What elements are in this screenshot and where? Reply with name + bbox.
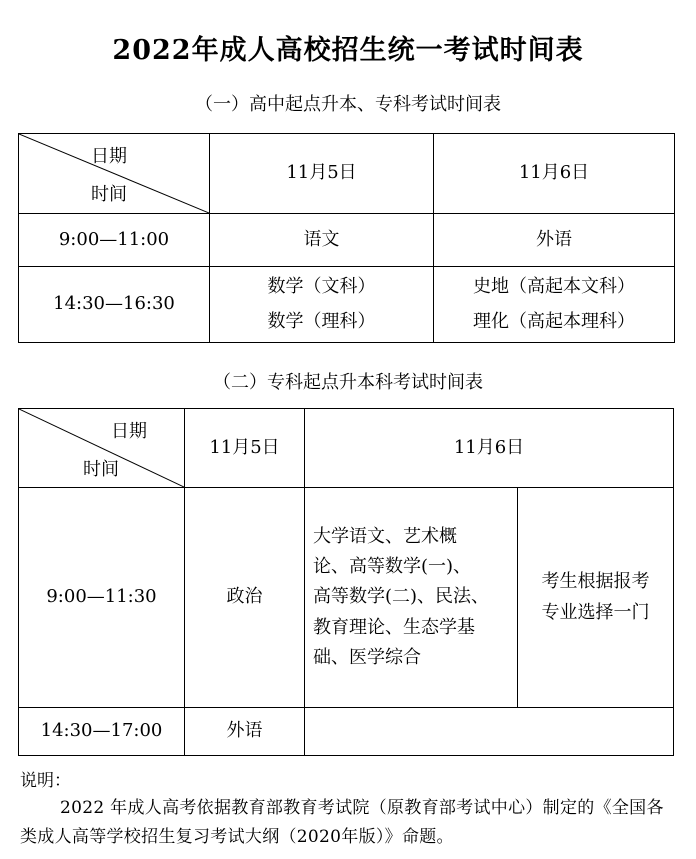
- subject-cell: [434, 267, 675, 343]
- day-header: 11月5日: [185, 409, 305, 488]
- corner-date-label: 日期: [111, 421, 147, 442]
- day-header: 11月5日: [210, 134, 434, 214]
- page-title: 2022年成人高校招生统一考试时间表: [112, 35, 584, 66]
- note-text: 2022 年成人高考依据教育部教育考试院（原教育部考试中心）制定的《全国各类成人高等学校招生复习考试大纲（2020年版）》命题。: [20, 798, 664, 847]
- schedule-table-1: [18, 133, 675, 343]
- subject-cell: [305, 488, 518, 708]
- corner-header: [19, 134, 210, 214]
- subject-line: 专业选择一门: [541, 601, 650, 623]
- subject-cell: 外语: [185, 708, 305, 756]
- subject-cell: [210, 267, 434, 343]
- note-label: 说明：: [20, 771, 71, 791]
- day-header: 11月6日: [305, 409, 674, 488]
- subject-cell: 外语: [434, 214, 675, 267]
- time-cell: 14:30—16:30: [19, 267, 210, 343]
- corner-time-label: 时间: [91, 184, 127, 205]
- corner-date-label: 日期: [91, 146, 127, 167]
- subject-line: 高等数学(二)、民法、: [313, 586, 490, 608]
- subject-line: 教育理论、生态学基: [313, 616, 475, 638]
- subject-line: 础、医学综合: [313, 646, 421, 668]
- subject-line: 论、高等数学(一)、: [313, 556, 472, 578]
- schedule-table-2: [18, 408, 674, 756]
- subject-line: 数学（文科）: [267, 276, 376, 298]
- time-cell: 9:00—11:30: [19, 488, 185, 708]
- subject-cell: 语文: [210, 214, 434, 267]
- time-cell: 9:00—11:00: [19, 214, 210, 267]
- corner-header: [19, 409, 185, 488]
- subject-line: 大学语文、艺术概: [313, 525, 457, 547]
- table2-caption: （二）专科起点升本科考试时间表: [213, 372, 483, 393]
- time-cell: 14:30—17:00: [19, 708, 185, 756]
- subject-line: 理化（高起本理科）: [473, 310, 635, 332]
- day-header: 11月6日: [434, 134, 675, 214]
- subject-cell: [305, 708, 674, 756]
- table1-caption: （一）高中起点升本、专科考试时间表: [195, 94, 501, 115]
- subject-line: 史地（高起本文科）: [473, 276, 635, 298]
- corner-time-label: 时间: [83, 459, 119, 480]
- subject-cell: [518, 488, 674, 708]
- subject-line: 数学（理科）: [267, 310, 376, 332]
- subject-line: 考生根据报考: [541, 570, 650, 592]
- subject-cell: 政治: [185, 488, 305, 708]
